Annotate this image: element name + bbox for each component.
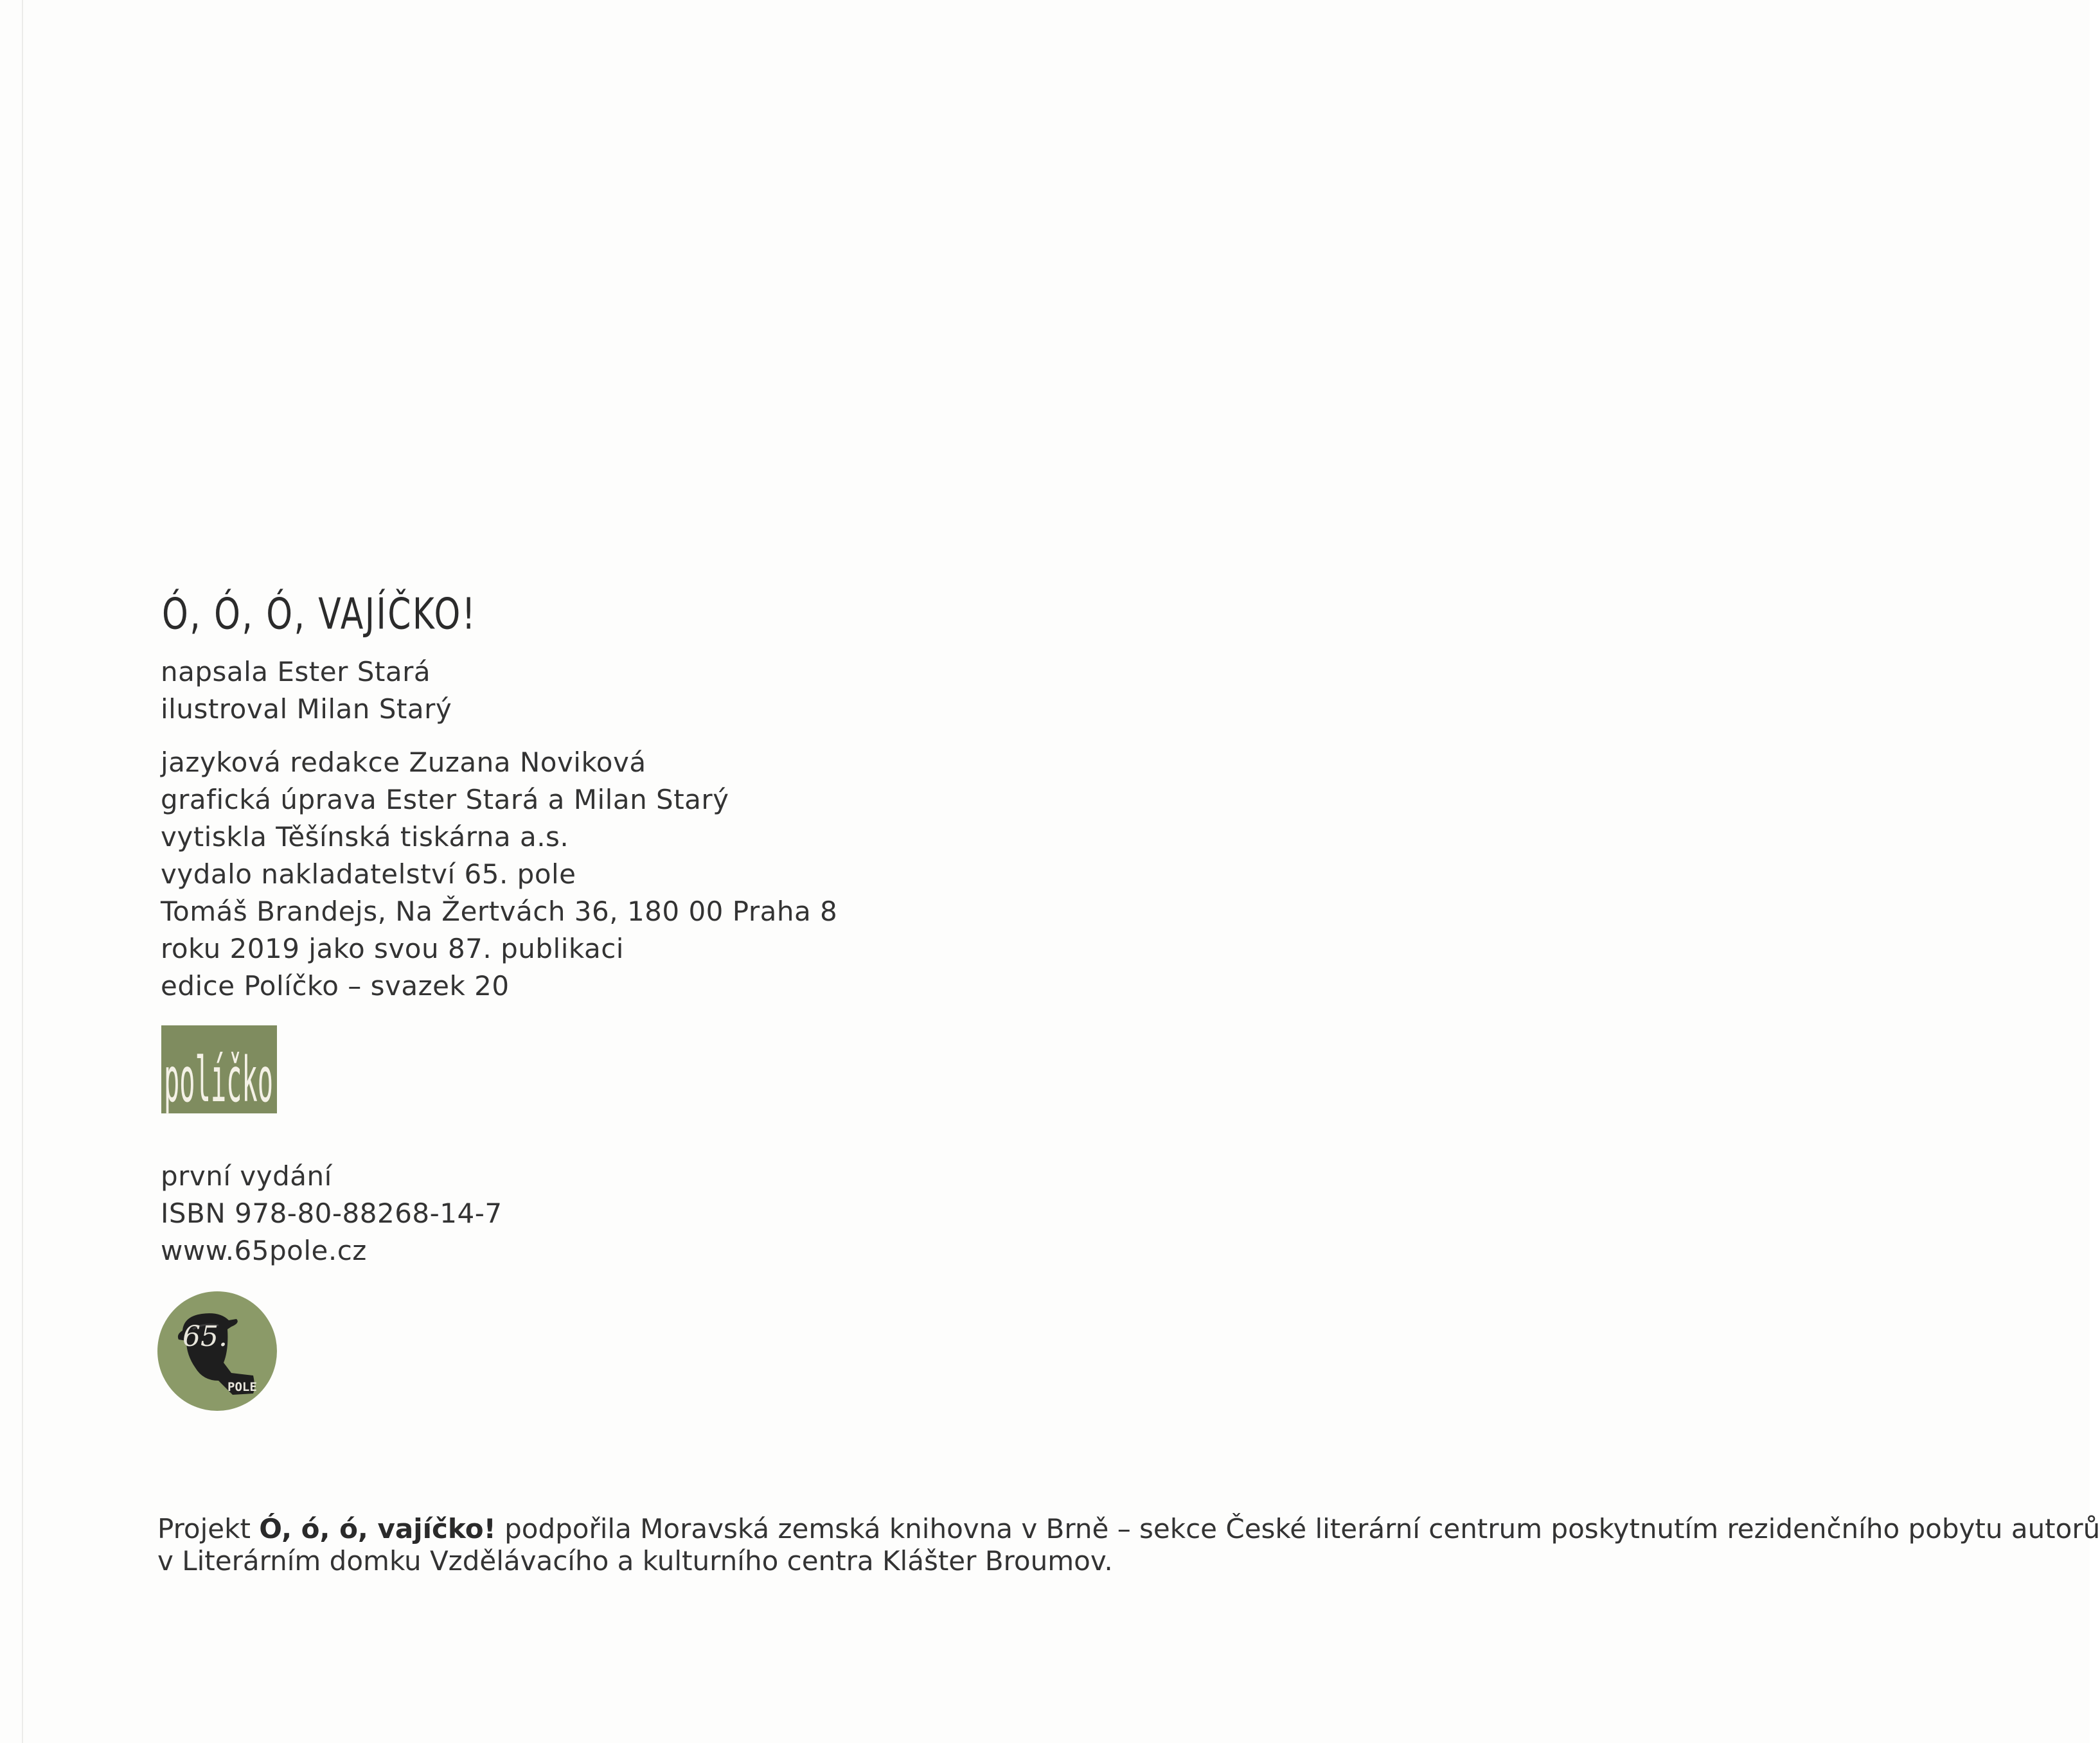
- support-note-line-2: v Literárním domku Vzdělávacího a kulturního centra Klášter Broumov.: [157, 1545, 1113, 1577]
- website-link[interactable]: www.65pole.cz: [161, 1235, 367, 1266]
- edition-block: [161, 1158, 503, 1270]
- design-line: grafická úprava Ester Stará a Milan Starý: [161, 784, 729, 815]
- credits-block: [161, 744, 837, 1005]
- support-note-line-1-rest: podpořila Moravská zemská knihovna v Brně – sekce České literární centrum poskytnutím rezidenčního pobytu autorů: [495, 1513, 2100, 1544]
- policko-logo: [161, 1025, 277, 1116]
- publication-year-line: roku 2019 jako svou 87. publikaci: [161, 933, 624, 964]
- 65-pole-word: POLE: [227, 1380, 257, 1394]
- book-title: [161, 581, 551, 639]
- printer-line: vytiskla Těšínská tiskárna a.s.: [161, 821, 569, 853]
- publisher-address-line: Tomáš Brandejs, Na Žertvách 36, 180 00 Praha 8: [161, 896, 838, 927]
- page-edge: [22, 0, 23, 1743]
- support-note-book-title: Ó, ó, ó, vajíčko!: [259, 1513, 496, 1544]
- book-title-text: Ó, Ó, Ó, VAJÍČKO!: [162, 589, 551, 639]
- publisher-line: vydalo nakladatelství 65. pole: [161, 858, 576, 890]
- editor-line: jazyková redakce Zuzana Noviková: [161, 747, 646, 778]
- 65-pole-number: 65.: [182, 1320, 227, 1353]
- series-line: edice Políčko – svazek 20: [161, 970, 510, 1002]
- 65-pole-logo: [157, 1291, 278, 1411]
- support-note-line-1: [157, 1513, 2100, 1545]
- isbn-line: ISBN 978-80-88268-14-7: [161, 1198, 503, 1229]
- authors-block: [161, 653, 452, 728]
- policko-logo-text: políčko: [164, 1044, 273, 1116]
- support-note-prefix: Projekt: [157, 1513, 260, 1544]
- author-line: napsala Ester Stará: [161, 656, 431, 687]
- illustrator-line: ilustroval Milan Starý: [161, 693, 452, 725]
- edition-line: první vydání: [161, 1160, 332, 1192]
- support-note: [157, 1513, 2100, 1577]
